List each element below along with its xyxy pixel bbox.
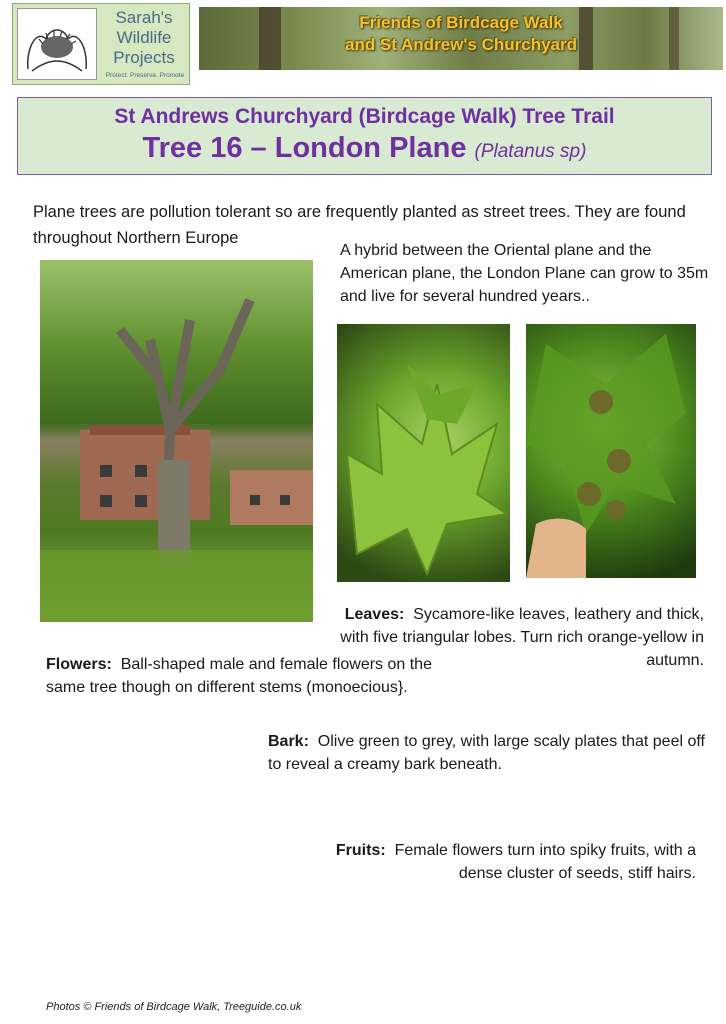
intro-text: Plane trees are pollution tolerant so are frequently planted as street trees. They are found throughout Northern Europe — [33, 203, 686, 247]
logo-title-line2: Wildlife — [116, 28, 172, 47]
header-banner — [199, 7, 723, 70]
scientific-name: (Platanus sp) — [474, 141, 587, 162]
fruits-text: Female flowers turn into spiky fruits, with a dense cluster of seeds, stiff hairs. — [394, 842, 696, 882]
banner-title-line1: Friends of Birdcage Walk — [359, 13, 563, 32]
photo-credit: Photos © Friends of Birdcage Walk, Treeguide.co.uk — [46, 1001, 302, 1013]
logo-tagline: Protect. Preserve. Promote — [105, 72, 185, 79]
flowers-label: Flowers: — [46, 656, 112, 673]
leaf-photo — [337, 324, 510, 582]
page-title — [18, 132, 711, 165]
fruit-photo — [526, 324, 696, 578]
logo — [12, 3, 190, 85]
tree-photo — [40, 260, 313, 622]
logo-title-line1: Sarah's — [115, 8, 173, 27]
leaves-text: Sycamore-like leaves, leathery and thick, with five triangular lobes. Turn rich orange-yellow in autumn. — [340, 606, 704, 669]
flowers-text: Ball-shaped male and female flowers on the same tree though on different stems (monoecious}. — [46, 656, 432, 696]
bark-label: Bark: — [268, 733, 309, 750]
hands-hedgehog-logo-image — [17, 8, 97, 80]
leaves-label: Leaves: — [344, 606, 405, 623]
banner-title-line2: and St Andrew's Churchyard — [344, 35, 577, 54]
bark-section — [268, 730, 708, 776]
hybrid-text: A hybrid between the Oriental plane and the American plane, the London Plane can grow to 35m and live for several hundred years.. — [340, 242, 709, 305]
flowers-section — [46, 653, 446, 699]
fruits-section — [300, 839, 696, 885]
bark-text: Olive green to grey, with large scaly plates that peel off to reveal a creamy bark beneath. — [268, 733, 705, 773]
logo-title-line3: Projects — [113, 48, 175, 67]
tree-title: Tree 16 – London Plane — [142, 132, 467, 164]
title-box — [17, 97, 712, 175]
trail-subtitle: St Andrews Churchyard (Birdcage Walk) Tree Trail — [114, 105, 615, 128]
logo-title — [101, 8, 187, 68]
fruits-label: Fruits: — [335, 842, 386, 859]
